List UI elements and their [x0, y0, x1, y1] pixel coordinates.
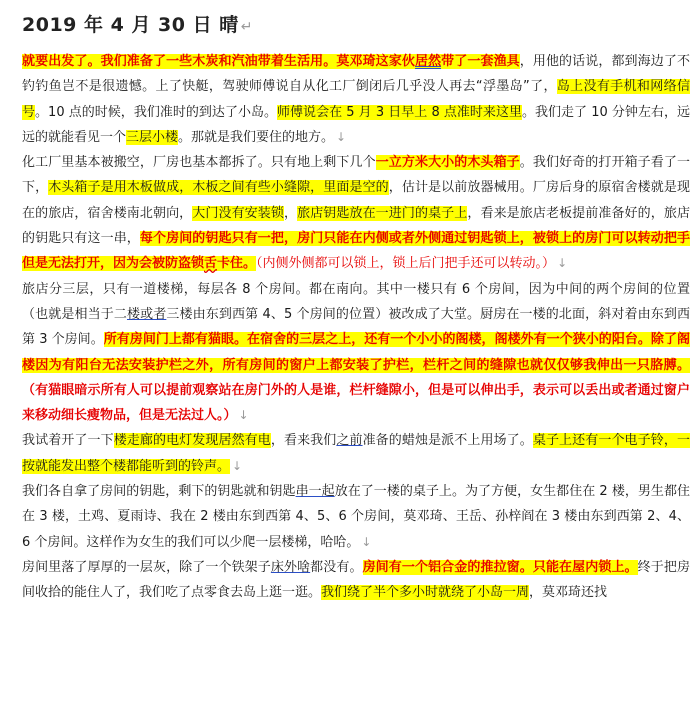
text-run: 我们绕了半个多小时就绕了小岛一周 [321, 585, 530, 601]
text-run: 桌子上还有一个电子铃，一按就能发出整个楼都能听到的铃声。 [22, 433, 690, 474]
text-run: 一立方米大小的木头箱子 [375, 155, 520, 171]
paragraph-mark-icon: ↵ [240, 19, 253, 35]
document-body [22, 49, 690, 606]
text-run: 我们各自拿了房间的钥匙，剩下的钥匙就和钥匙 [22, 484, 296, 500]
text-run: 带了一套渔具 [441, 54, 520, 69]
text-run: 放在了一楼的桌子上。为了方便，女生都住在 2 楼，男生都住在 3 楼，土鸡、夏雨诗、我在 2 楼由东到西第 4、5、6 个房间，莫邓琦、王岳、孙梓阎在 3 楼由东到西第 2、4、6 个房间。这样作为女生的我们可以少爬一层楼梯，哈哈。 [22, 484, 690, 550]
text-run: ，看来是旅店老板提前准备好的，旅店的钥匙只有这一串， [22, 205, 690, 247]
text-run: 卡住。 [217, 256, 257, 272]
text-run: 房间里落了厚厚的一层灰，除了一个铁架子 [22, 559, 271, 575]
text-run: 每个房间的钥匙只有一把，房门只能在内侧或者外侧通过钥匙锁上，被锁上的房门可以转动把手但是无法打开，因为会被防盗锁 [22, 231, 690, 272]
title-text: 2019 年 4 月 30 日 晴 [22, 14, 239, 36]
paragraph [22, 428, 690, 479]
text-run: （内侧外侧都可以锁上，锁上后门把手还可以转动。） [256, 256, 556, 272]
text-run: 。那就是我们要住的地方。 [178, 129, 335, 145]
text-run: ， [283, 205, 298, 221]
paragraph [22, 277, 690, 429]
line-break-mark-icon: ↓ [557, 256, 568, 271]
diary-title [22, 10, 690, 37]
text-run: 木头箱子是用木板做成，木板之间有些小缝隙，里面是空的 [48, 180, 389, 196]
text-run: 床外啥 [270, 559, 311, 575]
paragraph [22, 555, 690, 606]
text-run: ，看来我们 [270, 433, 337, 449]
line-break-mark-icon: ↓ [238, 408, 249, 423]
text-run: 居然 [414, 54, 442, 69]
text-run: 房间有一个铝合金的推拉窗。只能在屋内锁上。 [362, 559, 638, 575]
text-run: ，莫邓琦还找 [529, 585, 608, 601]
text-run: 串一起 [295, 484, 335, 500]
text-run: 就要出发了。我们准备了一些木炭和汽油带着生活用。莫邓琦这家伙 [22, 54, 415, 69]
text-run: 。我们走了 10 分钟左右，远远的就能看见一个 [22, 104, 690, 145]
text-run: 之前 [336, 433, 363, 449]
paragraph [22, 479, 690, 555]
text-run: 大门没有安装锁 [192, 205, 284, 221]
paragraph [22, 49, 690, 150]
text-run: 三楼由东到西第 4、5 个房间的位置）被改成了大堂。厨房在一楼的北面，斜对着由东到西第 3 个房间。 [22, 306, 690, 348]
text-run: 都没有。 [310, 559, 363, 575]
text-run: 楼或者 [126, 306, 167, 322]
text-run: 。我们好奇的打开箱子看了一下， [22, 155, 690, 196]
text-run: 岛上没有手机和网络信号 [22, 79, 690, 120]
text-run: ，用他的话说，都到海边了不钓钓鱼岂不是很遗憾。上了快艇，驾驶师傅说自从化工厂倒闭后几乎没人再去“浮墨岛”了， [22, 54, 690, 95]
text-run: （有猫眼暗示所有人可以提前观察站在房门外的人是谁，栏杆缝隙小，但是可以伸出手，表示可以丢出或者通过窗户来移动细长瘦物品，但是无法过人。） [22, 382, 690, 424]
text-run: 所有房间门上都有猫眼。在宿舍的三层之上，还有一个小小的阁楼，阁楼外有一个狭小的阳台。除了阁楼因为有阳台无法安装护栏之外，所有房间的窗户上都安装了护栏，栏杆之间的缝隙也就仅仅够我伸出一只胳膊。 [22, 332, 690, 373]
text-run: 旅店钥匙放在一进门的桌子上 [297, 205, 468, 221]
line-break-mark-icon: ↓ [361, 534, 372, 549]
line-break-mark-icon: ↓ [336, 129, 347, 144]
text-run: 舌 [204, 256, 218, 272]
line-break-mark-icon: ↓ [232, 458, 243, 473]
text-run: 终于把房间收拾的能住人了，我们吃了点零食去岛上逛一逛。 [22, 559, 690, 601]
text-run: 我试着开了一下 [22, 433, 114, 449]
text-run: ，估计是以前放器械用。厂房后身的原宿舍楼就是现在的旅店，宿舍楼南北朝向， [22, 180, 690, 221]
text-run: 准备的蜡烛是派不上用场了。 [362, 433, 533, 449]
text-run: 旅店分三层，只有一道楼梯，每层各 8 个房间。都在南向。其中一楼只有 6 个房间，因为中间的两个房间的位置（也就是相当于二 [22, 281, 690, 322]
text-run: 师傅说会在 5 月 3 日早上 8 点准时来这里 [277, 104, 522, 120]
paragraph [22, 150, 690, 276]
text-run: 三层小楼 [126, 129, 179, 145]
text-run: 。10 点的时候，我们准时的到达了小岛。 [35, 104, 278, 120]
text-run: 楼走廊的电灯发现居然有电 [113, 433, 271, 449]
text-run: 化工厂里基本被搬空，厂房也基本都拆了。只有地上剩下几个 [22, 155, 376, 171]
